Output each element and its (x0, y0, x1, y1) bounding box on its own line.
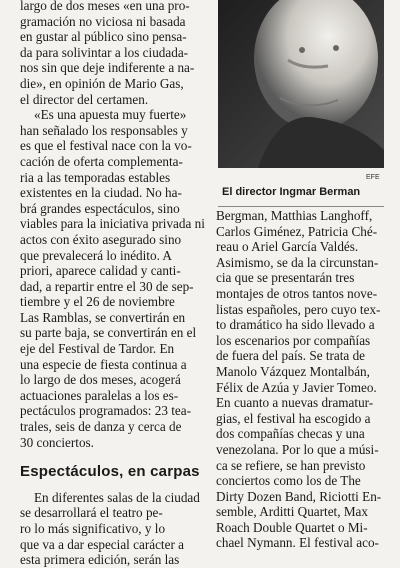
text-line: Félix de Azúa y Javier Tomeo. (216, 379, 377, 395)
right-column (216, 208, 388, 551)
text-line: actos con éxito asegurado sino (20, 231, 182, 247)
text-line: Bergman, Matthias Langhoff, (216, 208, 373, 223)
text-line: conciertos como los de The (216, 473, 361, 489)
text-line: lo largo de dos meses, acogerá (20, 372, 181, 388)
text-line: da para solivintar a los ciudada- (20, 44, 189, 60)
text-line: brá grandes espectáculos, sino (20, 200, 180, 216)
text-line: listas españoles, pero cuyo tex- (216, 301, 381, 317)
text-line: priori, aparece calidad y canti- (20, 263, 181, 279)
text-line: to dramático ha sido llevado a (216, 317, 375, 333)
text-line: su parte baja, se convertirán en el (20, 325, 197, 341)
left-column (20, 0, 210, 568)
portrait-image (218, 0, 384, 168)
text-line: es que el festival nace con la vo- (20, 138, 192, 154)
text-line: pectáculos programados: 23 tea- (20, 403, 192, 419)
text-line: reau o Ariel García Valdés. (216, 239, 359, 255)
text-line: existentes en la ciudad. No ha- (20, 185, 182, 201)
text-line: esta primera edición, serán las (20, 552, 180, 568)
text-line: de fuera del país. Se trata de (216, 348, 366, 364)
text-line: «Es una apuesta muy fuerte» (34, 107, 187, 123)
text-line: el director del certamen. (20, 91, 149, 107)
text-line: gramación no viciosa ni basada (20, 13, 186, 29)
text-line: dad, a repartir entre el 30 de sep- (20, 278, 194, 294)
text-line: nos sin que deje indiferente a na- (20, 60, 195, 76)
text-line: actuaciones paralelas a los es- (20, 387, 179, 403)
text-line: montajes de otros tantos nove- (216, 285, 378, 301)
text-line: chael Nymann. El festival aco- (216, 535, 379, 551)
photo-credit: EFE (366, 174, 380, 181)
text-line: han señalado los responsables y (20, 122, 188, 138)
text-line: ro lo más significativo, y lo (20, 521, 166, 536)
caption-divider (218, 206, 384, 207)
text-line: que prevalecerá lo inédito. A (20, 247, 172, 263)
text-line: una especie de fiesta continua a (20, 356, 187, 372)
text-line: En diferentes salas de la ciudad (34, 489, 200, 505)
paragraph-3 (20, 490, 210, 568)
text-line: die», en opinión de Mario Gas, (20, 75, 184, 91)
portrait-photo (218, 0, 384, 168)
section-heading: Espectáculos, en carpas (20, 463, 200, 481)
text-line: largo de dos meses «en una pro- (20, 0, 190, 13)
text-line: Las Ramblas, se convertirán en (20, 309, 186, 325)
text-line: venezolana. Por lo que a músi- (216, 441, 379, 457)
text-line: dos compañías checas y una (216, 426, 365, 442)
text-line: Dirty Dozen Band, Riciotti En- (216, 488, 382, 504)
text-line: Carlos Giménez, Patricia Ché- (216, 223, 378, 239)
text-line: en gustar al público sino pensa- (20, 29, 187, 45)
text-line: tiembre y el 26 de noviembre (20, 294, 175, 310)
text-line: que va a dar especial carácter a (20, 536, 184, 552)
text-line: Asimismo, se da la circunstan- (216, 254, 379, 270)
paragraph-2 (20, 107, 210, 450)
paragraph-1 (20, 0, 210, 107)
text-line: Roach Double Quartet o Mi- (216, 519, 368, 535)
text-line: ria a las temporadas estables (20, 169, 171, 185)
photo-caption: El director Ingmar Berman (222, 186, 361, 198)
text-line: 30 conciertos. (20, 434, 94, 450)
text-line: trales, seis de danza y cerca de (20, 419, 182, 435)
text-line: los escenarios por compañías (216, 332, 371, 348)
text-line: semble, Arditti Quartet, Max (216, 504, 368, 520)
text-line: se desarrollará el teatro pe- (20, 505, 163, 521)
text-line: ca se refiere, se han previsto (216, 457, 366, 473)
text-line: cación de oferta complementa- (20, 153, 183, 169)
text-line: cia que se presentarán tres (216, 270, 355, 286)
text-line: viables para la iniciativa privada ni (20, 216, 205, 232)
text-line: gias, el festival ha escogido a (216, 410, 371, 426)
text-line: eje del Festival de Tardor. En (20, 341, 175, 357)
text-line: Manolo Vázquez Montalbán, (216, 363, 370, 379)
text-line: En cuanto a nuevas dramatur- (216, 395, 374, 411)
